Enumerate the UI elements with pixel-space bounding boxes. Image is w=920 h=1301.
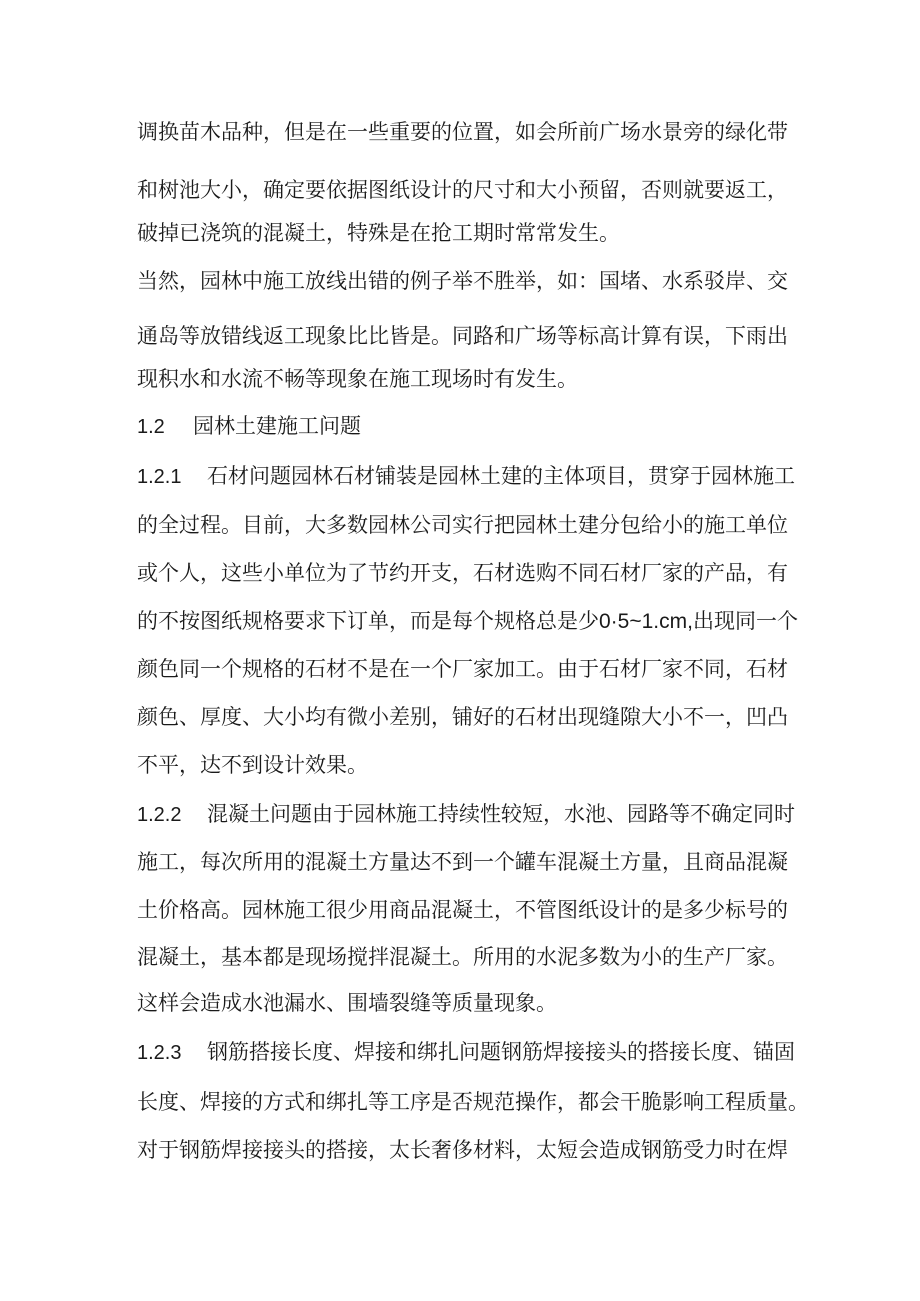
section-1-2-heading [137, 411, 361, 442]
paragraph-1-line-1: 调换苗木品种，但是在一些重要的位置，如会所前广场水景旁的绿化带 [137, 120, 788, 144]
section-1-2-1-line-3: 或个人，这些小单位为了节约开支，石材选购不同石材厂家的产品，有 [137, 561, 788, 585]
section-1-2-2-line-1 [137, 799, 795, 830]
section-1-2-3-line-2: 长度、焊接的方式和绑扎等工序是否规范操作，都会干脆影响工程质量。 [137, 1090, 809, 1114]
paragraph-1-line-2: 和树池大小，确定要依据图纸设计的尺寸和大小预留，否则就要返工， [137, 178, 788, 202]
section-1-2-1-line-4 [137, 606, 798, 637]
paragraph-2-line-3: 现积水和水流不畅等现象在施工现场时有发生。 [137, 367, 578, 391]
section-1-2-2-line-2: 施工，每次所用的混凝土方量达不到一个罐车混凝土方量，且商品混凝 [137, 850, 788, 874]
section-1-2-2-line-3: 土价格高。园林施工很少用商品混凝土，不管图纸设计的是多少标号的 [137, 898, 788, 922]
section-1-2-1-number: 1.2.1 [137, 466, 182, 488]
section-1-2-3-line-3: 对于钢筋焊接接头的搭接，太长奢侈材料，太短会造成钢筋受力时在焊 [137, 1138, 788, 1162]
section-1-2-3-line-1 [137, 1037, 795, 1068]
section-1-2-1-text-4b: 出现同一个 [692, 609, 798, 633]
section-1-2-2-line-4: 混凝土，基本都是现场搅拌混凝土。所用的水泥多数为小的生产厂家。 [137, 945, 788, 969]
section-1-2-2-line-5: 这样会造成水池漏水、围墙裂缝等质量现象。 [137, 991, 557, 1015]
section-1-2-1-text-1: 石材问题园林石材铺装是园林土建的主体项目，贯穿于园林施工 [207, 464, 795, 488]
section-1-2-1-line-6: 颜色、厚度、大小均有微小差别，铺好的石材出现缝隙大小不一，凹凸 [137, 705, 788, 729]
section-1-2-1-text-4a: 的不按图纸规格要求下订单，而是每个规格总是少 [137, 609, 599, 633]
section-1-2-1-measure: 0·5~1.cm, [599, 610, 693, 633]
section-1-2-1-line-7: 不平，达不到设计效果。 [137, 753, 368, 777]
section-1-2-2-text-1: 混凝土问题由于园林施工持续性较短，水池、园路等不确定同时 [207, 802, 795, 826]
section-1-2-1-line-5: 颜色同一个规格的石材不是在一个厂家加工。由于石材厂家不同，石材 [137, 657, 788, 681]
paragraph-2-line-2: 通岛等放错线返工现象比比皆是。同路和广场等标高计算有误，下雨出 [137, 324, 788, 348]
paragraph-2-line-1: 当然，园林中施工放线出错的例子举不胜举，如：国堵、水系驳岸、交 [137, 269, 788, 293]
section-1-2-number: 1.2 [137, 416, 165, 438]
section-1-2-title: 园林土建施工问题 [193, 414, 361, 438]
section-1-2-2-number: 1.2.2 [137, 804, 182, 826]
section-1-2-1-line-2: 的全过程。目前，大多数园林公司实行把园林土建分包给小的施工单位 [137, 513, 788, 537]
section-1-2-3-text-1: 钢筋搭接长度、焊接和绑扎问题钢筋焊接接头的搭接长度、锚固 [207, 1040, 795, 1064]
paragraph-1-line-3: 破掉已浇筑的混凝土，特殊是在抢工期时常常发生。 [137, 221, 620, 245]
section-1-2-3-number: 1.2.3 [137, 1042, 182, 1064]
section-1-2-1-line-1 [137, 461, 795, 492]
